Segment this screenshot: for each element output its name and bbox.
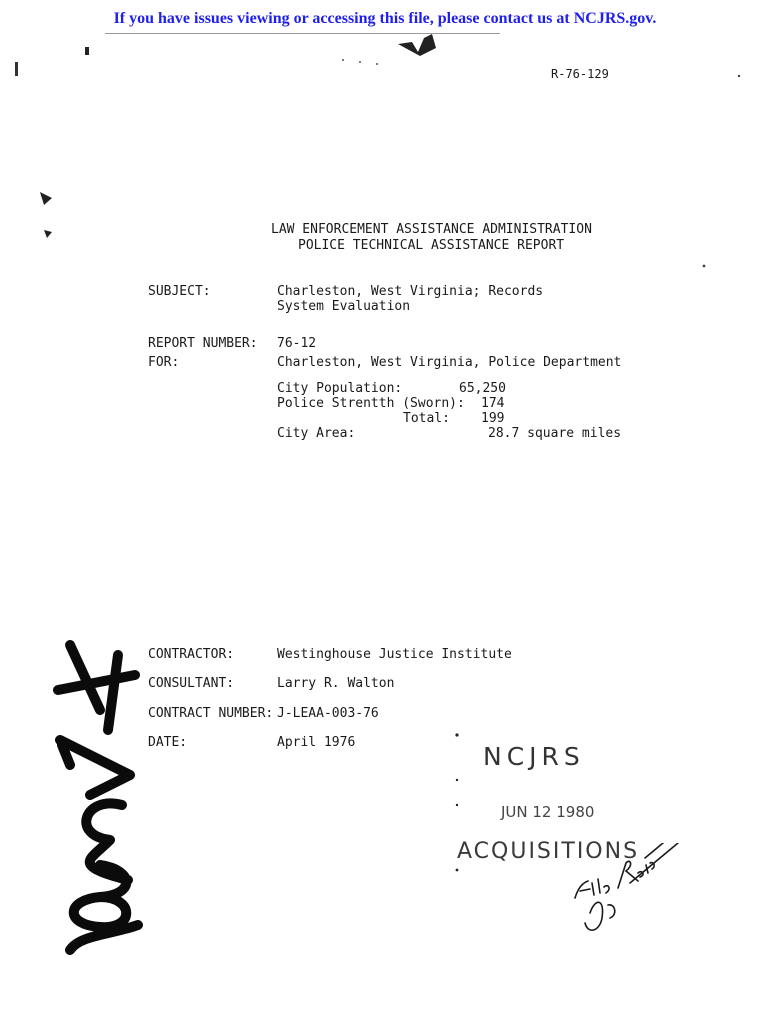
date-value: April 1976: [277, 735, 356, 750]
ncjrs-banner[interactable]: If you have issues viewing or accessing this file, please contact us at NCJRS.gov.: [113, 10, 657, 27]
stamp-date: JUN 12 1980: [501, 803, 595, 821]
subject-label: SUBJECT:: [148, 284, 211, 299]
report-id: R-76-129: [551, 67, 609, 81]
date-label: DATE:: [148, 735, 188, 750]
report-number-label: REPORT NUMBER:: [148, 336, 258, 351]
strength-value: 174: [481, 396, 505, 411]
total-value: 199: [481, 411, 505, 426]
contractor-value: Westinghouse Justice Institute: [277, 647, 512, 662]
subject-line-1: Charleston, West Virginia; Records: [277, 284, 544, 299]
contract-number-label: CONTRACT NUMBER:: [148, 706, 274, 721]
acquisitions-stamp: ACQUISITIONS: [457, 839, 640, 864]
consultant-value: Larry R. Walton: [277, 676, 395, 691]
strength-label: Police Strentth (Sworn):: [277, 396, 465, 411]
report-subtitle: POLICE TECHNICAL ASSISTANCE REPORT: [298, 238, 565, 253]
for-label: FOR:: [148, 355, 180, 370]
agency-title: LAW ENFORCEMENT ASSISTANCE ADMINISTRATION: [271, 222, 592, 237]
for-value: Charleston, West Virginia, Police Department: [277, 355, 622, 370]
report-number-value: 76-12: [277, 336, 317, 351]
population-label: City Population:: [277, 381, 403, 396]
area-label: City Area:: [277, 426, 356, 441]
area-value: 28.7 square miles: [488, 426, 622, 441]
population-value: 65,250: [459, 381, 506, 396]
subject-line-2: System Evaluation: [277, 299, 411, 314]
consultant-label: CONSULTANT:: [148, 676, 235, 691]
contractor-label: CONTRACTOR:: [148, 647, 235, 662]
ncjrs-stamp: NCJRS: [483, 742, 585, 771]
contract-number-value: J-LEAA-003-76: [277, 706, 379, 721]
total-label: Total:: [403, 411, 450, 426]
